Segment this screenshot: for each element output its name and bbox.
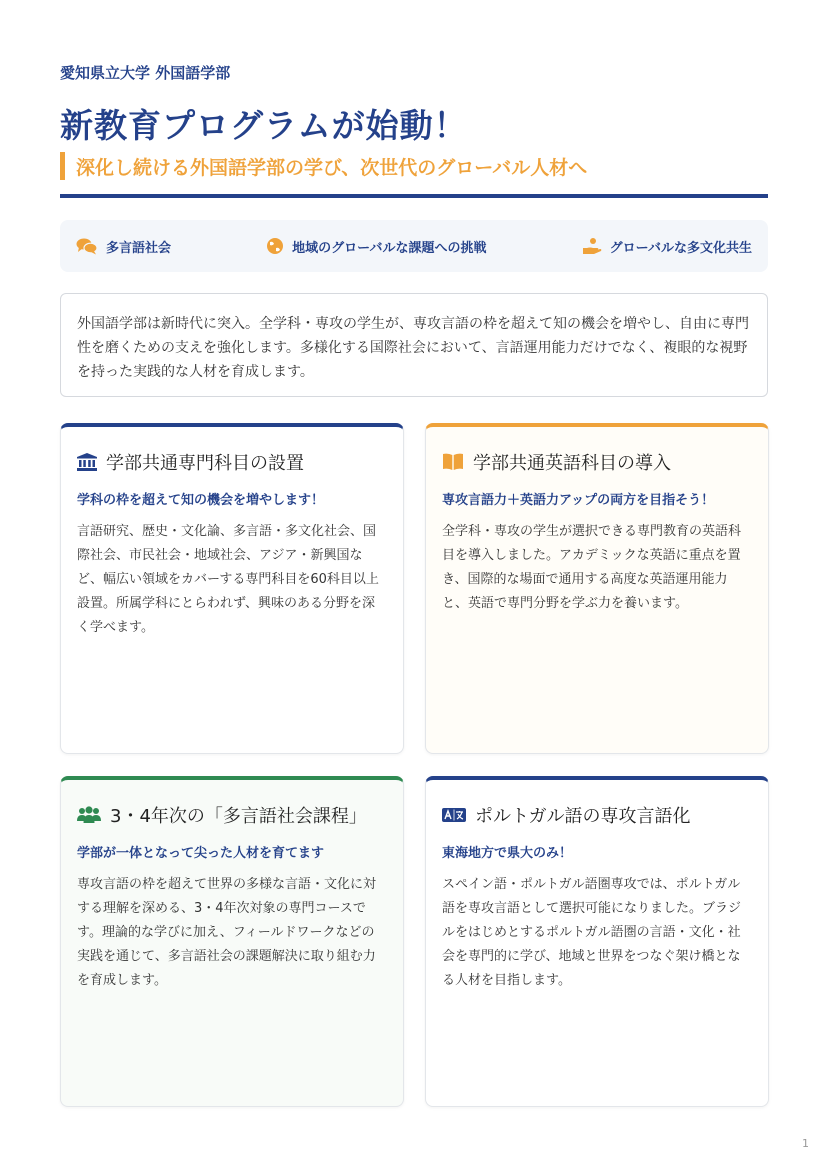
- keyword-item: [266, 237, 486, 256]
- page-subtitle: 深化し続ける外国語学部の学び、次世代のグローバル人材へ: [76, 156, 588, 179]
- card-title: 学部共通英語科目の導入: [473, 453, 671, 474]
- keyword-item: [76, 237, 171, 256]
- card-body: 全学科・専攻の学生が選択できる専門教育の英語科目を導入しました。アカデミックな英語に重点を置き、国際的な場面で通用する高度な英語運用能力と、英語で専門分野を学ぶ力を養います。: [442, 524, 742, 611]
- card-body: 言語研究、歴史・文化論、多言語・多文化社会、国際社会、市民社会・地域社会、アジア・新興国など、幅広い領域をカバーする専門科目を60科目以上設置。所属学科にとらわれず、興味のある分野を深く学べます。: [77, 524, 379, 635]
- open-book-icon: [442, 453, 464, 471]
- speech-bubbles-icon: [76, 237, 98, 255]
- card-tagline: 専攻言語力＋英語力アップの両方を目指そう！: [442, 493, 715, 508]
- card-title: ポルトガル語の専攻言語化: [475, 806, 691, 827]
- intro-box: 外国語学部は新時代に突入。全学科・専攻の学生が、専攻言語の枠を超えて知の機会を増やし、自由に専門性を磨くための支えを強化します。多様化する国際社会において、言語運用能力だけでなく、複眼的な視野を持った実践的な人材を育成します。: [60, 293, 768, 397]
- keyword-bar: [60, 220, 768, 272]
- globe-icon: [266, 237, 284, 255]
- feature-card-english-courses: [425, 423, 769, 754]
- card-body: 専攻言語の枠を超えて世界の多様な言語・文化に対する理解を深める、3・4年次対象の専門コースです。理論的な学びに加え、フィールドワークなどの実践を通じて、多言語社会の課題解決に取り組む力を育成します。: [77, 877, 377, 988]
- page-number: 1: [802, 1137, 809, 1150]
- subtitle-block: [60, 152, 587, 180]
- page-title: 新教育プログラムが始動！: [60, 106, 468, 145]
- institution-name: 愛知県立大学 外国語学部: [60, 64, 231, 82]
- users-icon: [77, 806, 101, 824]
- card-tagline: 学科の枠を超えて知の機会を増やします！: [77, 493, 325, 508]
- institution-icon: [77, 453, 97, 471]
- helping-hand-icon: [582, 237, 602, 255]
- language-icon: [442, 807, 466, 823]
- title-divider: [60, 194, 768, 198]
- card-title: 3・4年次の「多言語社会課程」: [110, 806, 367, 827]
- feature-card-multilingual-program: [60, 776, 404, 1107]
- keyword-label: グローバルな多文化共生: [609, 240, 752, 256]
- feature-card-portuguese-major: [425, 776, 769, 1107]
- card-title: 学部共通専門科目の設置: [106, 453, 304, 474]
- card-tagline: 学部が一体となって尖った人材を育てます: [77, 846, 325, 861]
- keyword-label: 地域のグローバルな課題への挑戦: [292, 240, 487, 256]
- feature-card-common-courses: [60, 423, 404, 754]
- card-tagline: 東海地方で県大のみ！: [442, 846, 573, 861]
- keyword-label: 多言語社会: [106, 240, 172, 256]
- card-body: スペイン語・ポルトガル語圏専攻では、ポルトガル語を専攻言語として選択可能になりました。ブラジルをはじめとするポルトガル語圏の言語・文化・社会を専門的に学び、地域と世界をつなぐ架け橋となる人材を目指します。: [442, 877, 742, 988]
- keyword-item: [582, 237, 752, 256]
